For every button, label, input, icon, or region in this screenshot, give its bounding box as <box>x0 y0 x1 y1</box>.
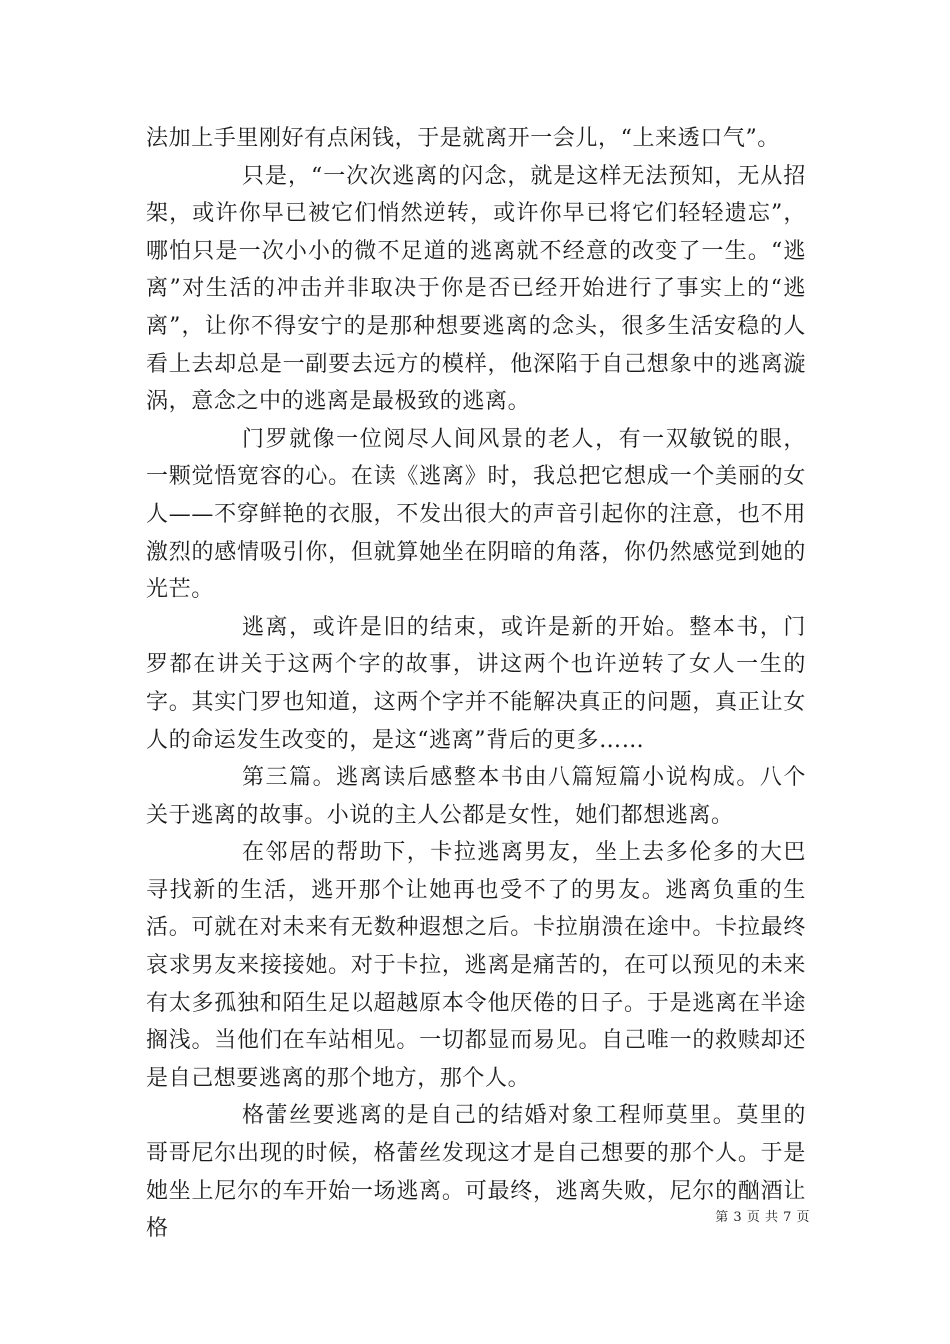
page-number-footer: 第 3 页 共 7 页 <box>715 1210 810 1225</box>
paragraph-4: 逃离，或许是旧的结束，或许是新的开始。整本书，门罗都在讲关于这两个字的故事，讲这两个也许逆转了女人一生的字。其实门罗也知道，这两个字并不能解决真正的问题，真正让女人的命运发生改变的，是这“逃离”背后的更多…… <box>146 614 806 753</box>
paragraph-1: 法加上手里刚好有点闲钱，于是就离开一会儿，“上来透口气”。 <box>146 126 780 151</box>
paragraph-5: 第三篇。逃离读后感整本书由八篇短篇小说构成。八个关于逃离的故事。小说的主人公都是女性，她们都想逃离。 <box>146 765 806 828</box>
paragraph-3: 门罗就像一位阅尽人间风景的老人，有一双敏锐的眼，一颗觉悟宽容的心。在读《逃离》时，我总把它想成一个美丽的女人——不穿鲜艳的衣服，不发出很大的声音引起你的注意，也不用激烈的感情吸引你，但就算她坐在阴暗的角落，你仍然感觉到她的光芒。 <box>146 426 806 603</box>
paragraph-2: 只是，“一次次逃离的闪念，就是这样无法预知，无从招架，或许你早已被它们悄然逆转，或许你早已将它们轻轻遗忘”，哪怕只是一次小小的微不足道的逃离就不经意的改变了一生。“逃离”对生活的冲击并非取决于你是否已经开始进行了事实上的“逃离”，让你不得安宁的是那种想要逃离的念头，很多生活安稳的人看上去却总是一副要去远方的模样，他深陷于自己想象中的逃离漩涡，意念之中的逃离是最极致的逃离。 <box>146 163 806 415</box>
paragraph-7: 格蕾丝要逃离的是自己的结婚对象工程师莫里。莫里的哥哥尼尔出现的时候，格蕾丝发现这才是自己想要的那个人。于是她坐上尼尔的车开始一场逃离。可最终，逃离失败，尼尔的酗酒让格 <box>146 1103 806 1242</box>
paragraph-6: 在邻居的帮助下，卡拉逃离男友，坐上去多伦多的大巴寻找新的生活，逃开那个让她再也受不了的男友。逃离负重的生活。可就在对未来有无数种遐想之后。卡拉崩溃在途中。卡拉最终哀求男友来接接她。对于卡拉，逃离是痛苦的，在可以预见的未来有太多孤独和陌生足以超越原本令他厌倦的日子。于是逃离在半途搁浅。当他们在车站相见。一切都显而易见。自己唯一的救赎却还是自己想要逃离的那个地方，那个人。 <box>146 840 806 1091</box>
document-body <box>146 120 806 1248</box>
